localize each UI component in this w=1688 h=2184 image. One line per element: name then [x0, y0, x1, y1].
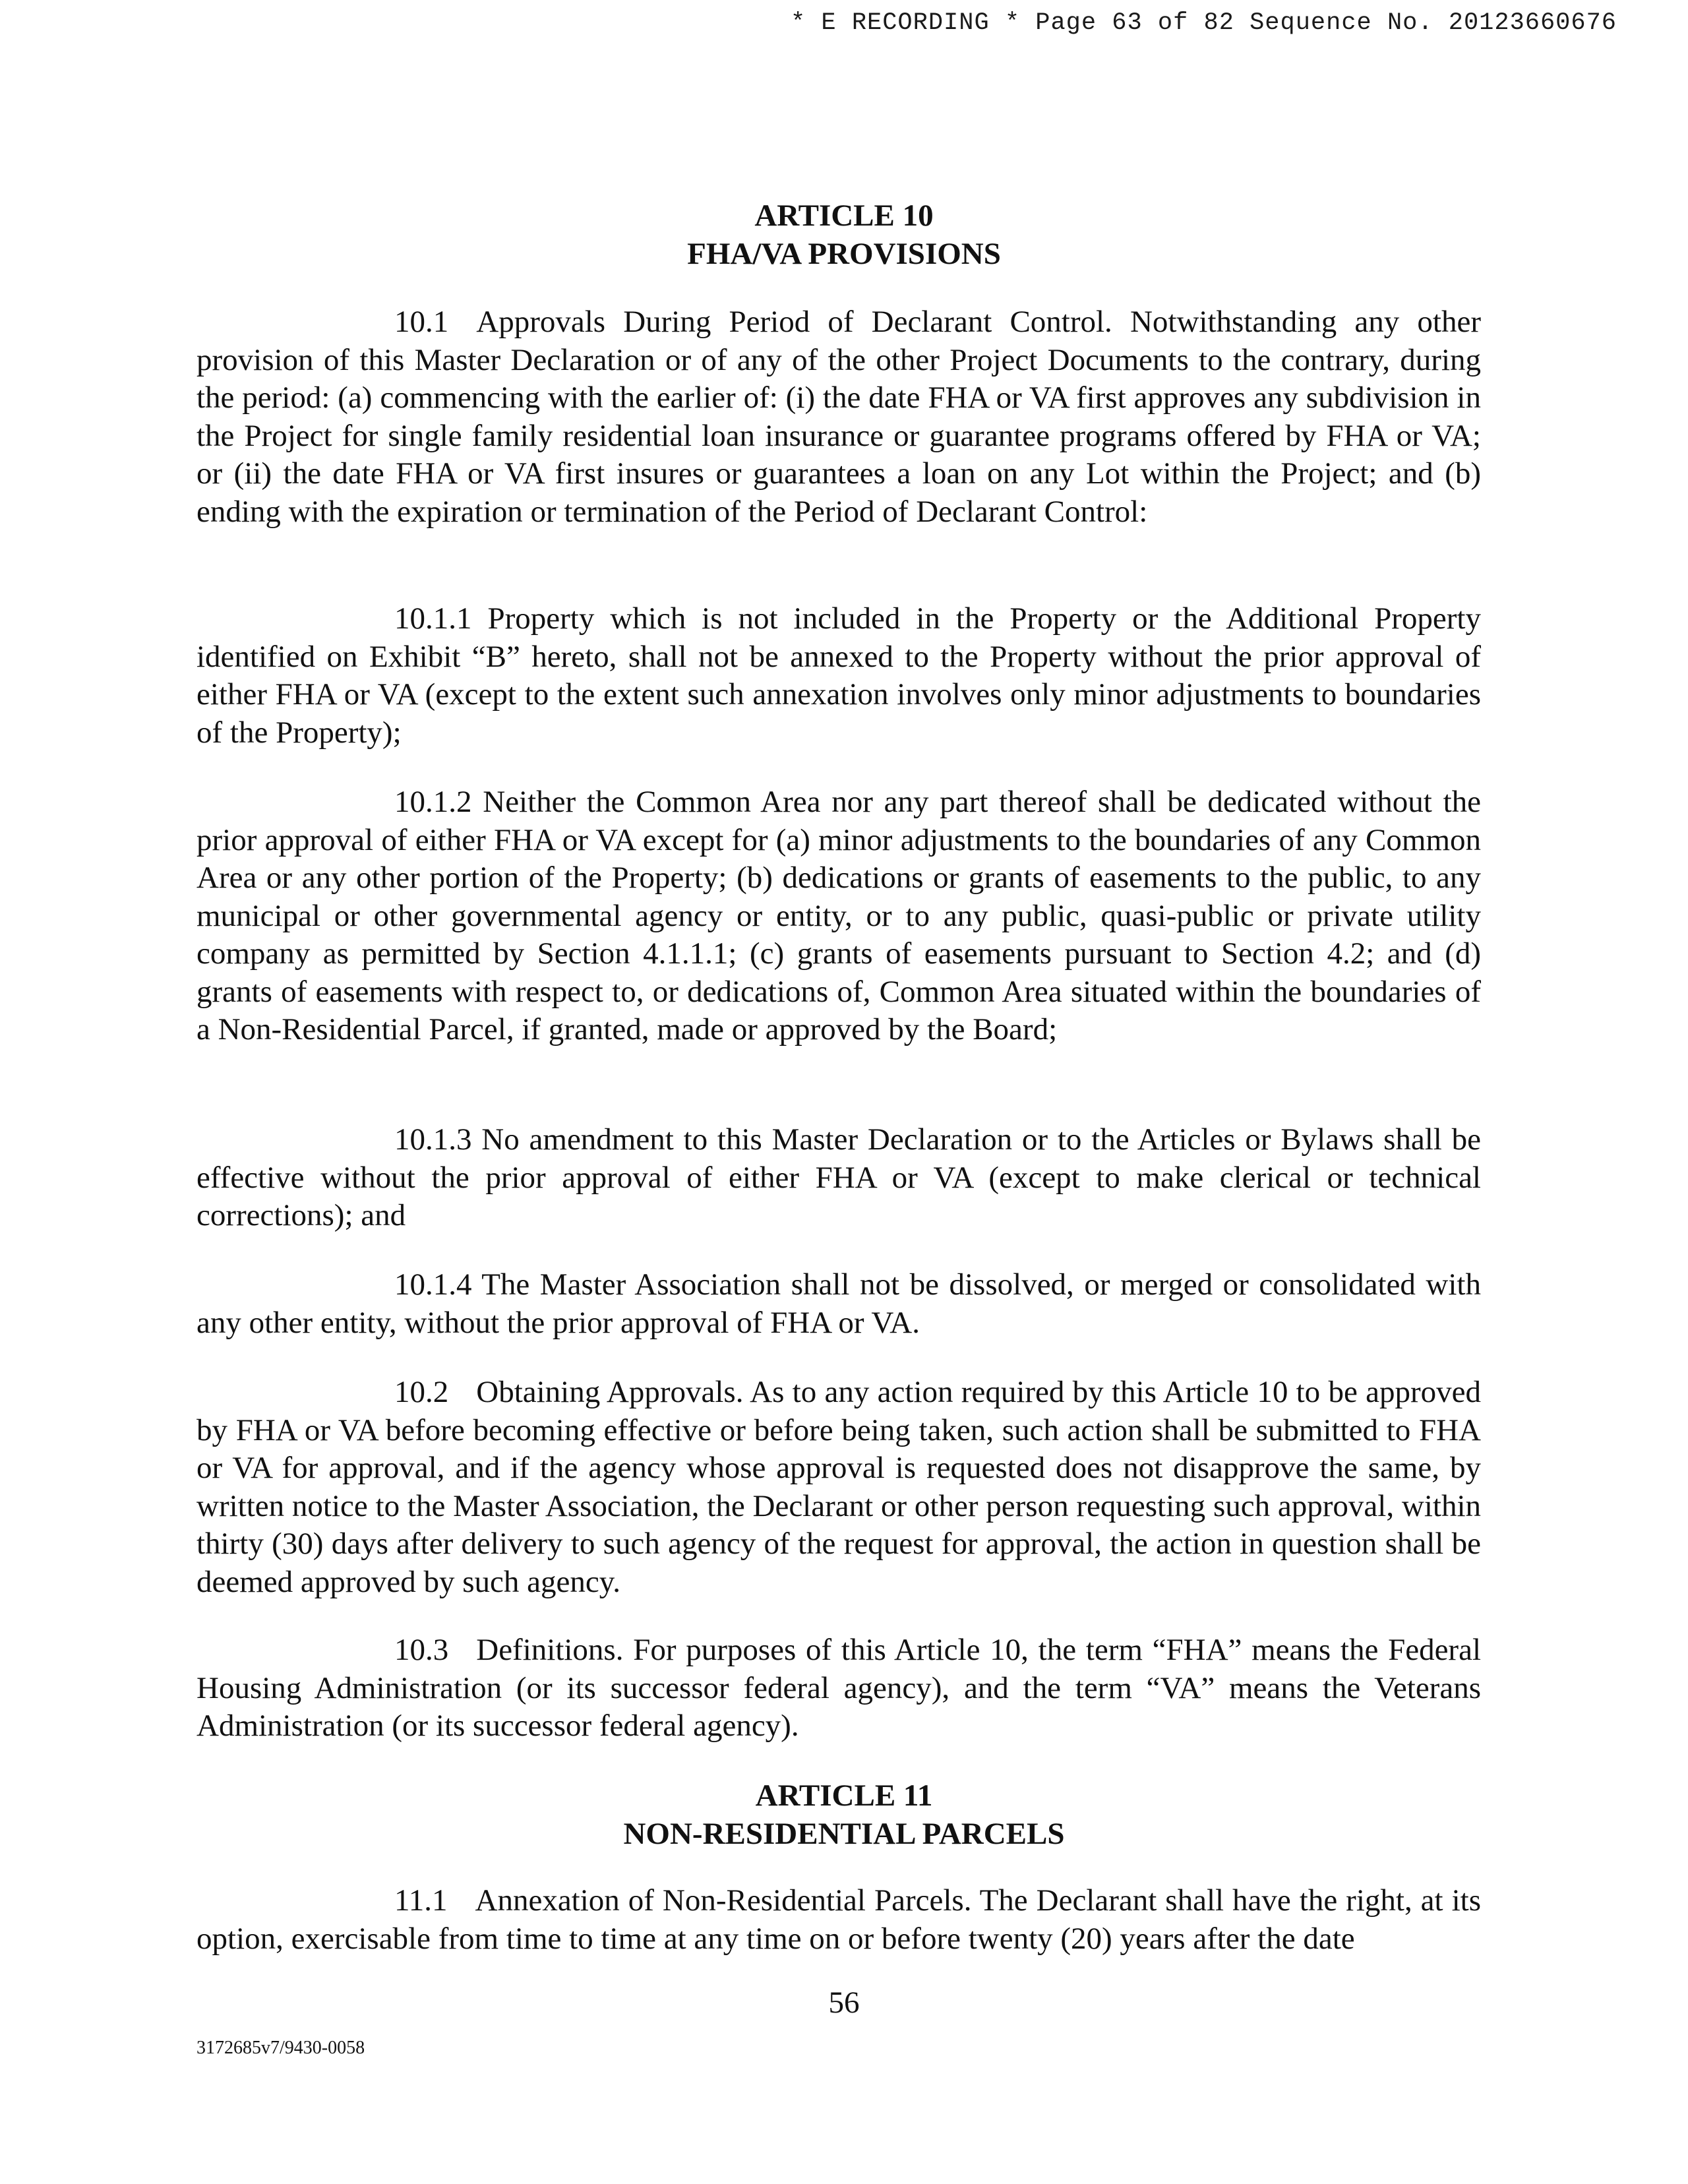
section-10-1-2: [196, 783, 1481, 1049]
section-number: 10.1: [394, 305, 449, 339]
page-number: 56: [828, 1986, 860, 2020]
section-number: 10.2: [394, 1375, 449, 1409]
section-10-1-1: [196, 600, 1481, 752]
section-10-1-3: [196, 1121, 1481, 1235]
section-text: Definitions. For purposes of this Article 10, the term “FHA” means the Federal Housing Administration (or its successor federal agency), and the term “VA” means the Veterans Administration (or its successor federal agency).: [196, 1633, 1481, 1743]
section-number: 10.1.1: [394, 601, 472, 636]
article-11-title: ARTICLE 11: [755, 1778, 933, 1813]
section-number: 11.1: [394, 1883, 448, 1918]
section-text: Property which is not included in the Property or the Additional Property identified on Exhibit “B” hereto, shall not be annexed to the Property without the prior approval of either FHA or VA (except to the extent such annexation involves only minor adjustments to boundaries of the Property);: [196, 601, 1481, 750]
section-10-1-4: [196, 1266, 1481, 1342]
section-text: Approvals During Period of Declarant Control. Notwithstanding any other provision of this Master Declaration or of any of the other Project Documents to the contrary, during the period: (a) commencing with the earlier of: (i) the date FHA or VA first approves any subdivision in the Project for single family residential loan insurance or guarantee programs offered by FHA or VA; or (ii) the date FHA or VA first insures or guarantees a loan on any Lot within the Project; and (b) ending with the expiration or termination of the Period of Declarant Control:: [196, 305, 1481, 529]
section-number: 10.1.4: [394, 1267, 472, 1302]
section-11-1: [196, 1882, 1481, 1958]
section-text: The Master Association shall not be dissolved, or merged or consolidated with any other entity, without the prior approval of FHA or VA.: [196, 1267, 1481, 1340]
section-number: 10.3: [394, 1633, 449, 1667]
article-10-heading: [0, 197, 1688, 273]
recording-stamp: * E RECORDING * Page 63 of 82 Sequence No. 20123660676: [791, 9, 1617, 37]
section-text: Annexation of Non-Residential Parcels. The Declarant shall have the right, at its option, exercisable from time to time at any time on or before twenty (20) years after the date: [196, 1883, 1481, 1956]
section-10-2: [196, 1374, 1481, 1601]
section-text: No amendment to this Master Declaration or to the Articles or Bylaws shall be effective without the prior approval of either FHA or VA (except to make clerical or technical corrections); and: [196, 1122, 1482, 1232]
article-10-title: ARTICLE 10: [754, 198, 934, 233]
document-id: 3172685v7/9430-0058: [196, 2038, 365, 2058]
article-11-subtitle: NON-RESIDENTIAL PARCELS: [623, 1817, 1065, 1851]
section-text: Neither the Common Area nor any part thereof shall be dedicated without the prior approval of either FHA or VA except for (a) minor adjustments to the boundaries of any Common Area or any other portion of the Property; (b) dedications or grants of easements to the public, to any municipal or other governmental agency or entity, or to any public, quasi-public or private utility company as permitted by Section 4.1.1.1; (c) grants of easements pursuant to Section 4.2; and (d) grants of easements with respect to, or dedications of, Common Area situated within the boundaries of a Non-Residential Parcel, if granted, made or approved by the Board;: [196, 785, 1482, 1046]
section-10-3: [196, 1631, 1481, 1745]
article-10-subtitle: FHA/VA PROVISIONS: [687, 237, 1001, 271]
section-text: Obtaining Approvals. As to any action required by this Article 10 to be approved by FHA or VA before becoming effective or before being taken, such action shall be submitted to FHA or VA for approval, and if the agency whose approval is requested does not disapprove the same, by written notice to the Master Association, the Declarant or other person requesting such approval, within thirty (30) days after delivery to such agency of the request for approval, the action in question shall be deemed approved by such agency.: [196, 1375, 1481, 1599]
article-11-heading: [0, 1776, 1688, 1853]
section-number: 10.1.3: [394, 1122, 472, 1157]
section-number: 10.1.2: [394, 785, 472, 819]
section-10-1: [196, 303, 1481, 531]
